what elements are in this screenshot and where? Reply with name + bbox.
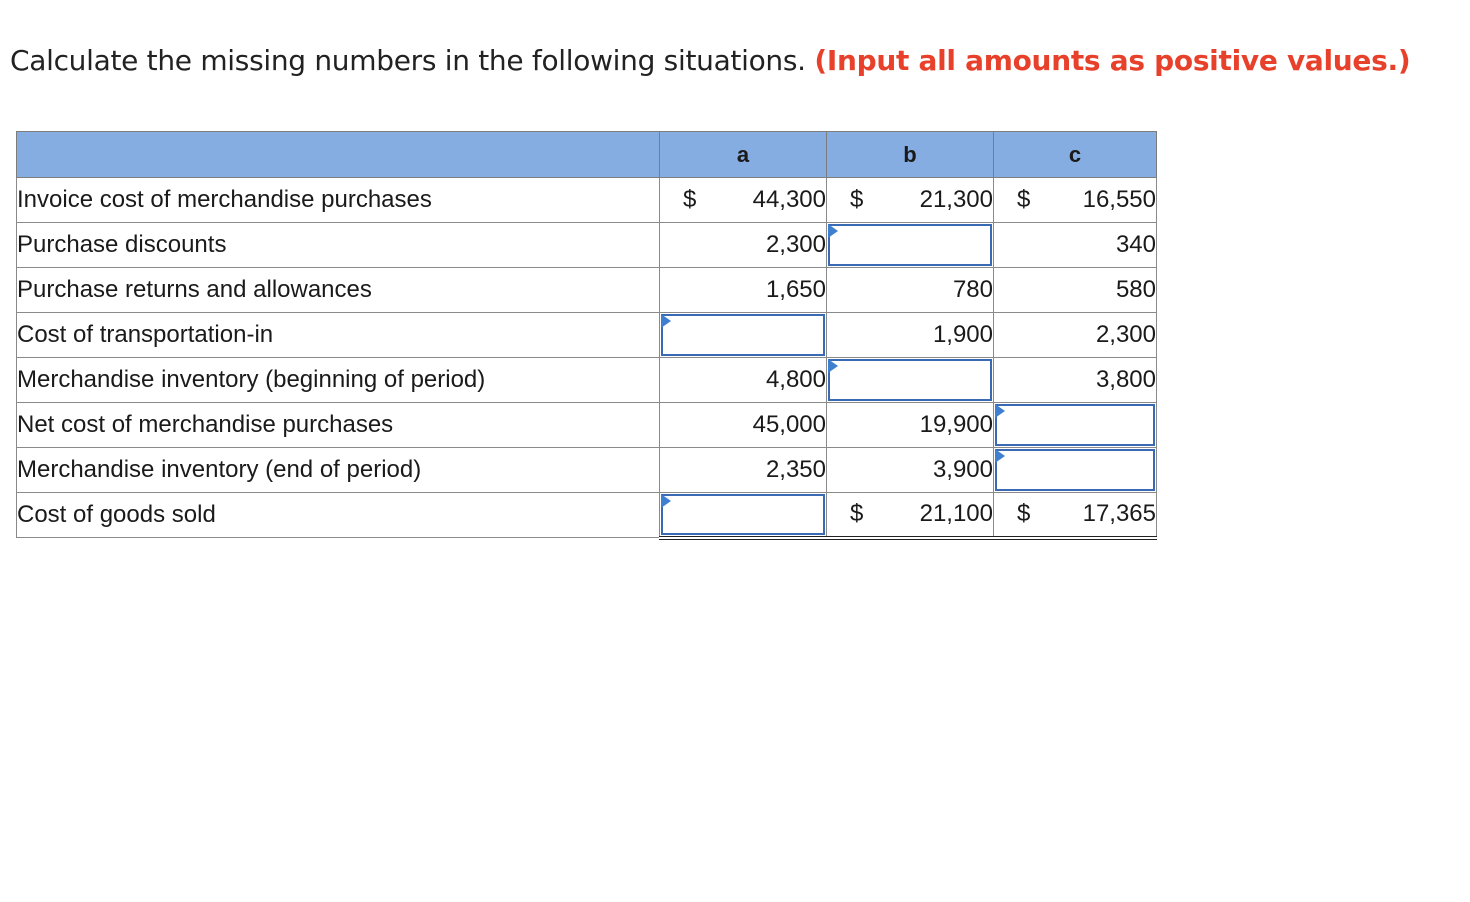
cell-a <box>660 448 827 493</box>
cell-a <box>660 403 827 448</box>
net-cost-purchases-c-input[interactable] <box>995 404 1155 446</box>
row-label: Net cost of merchandise purchases <box>17 403 660 448</box>
value-b: 21,100 <box>919 500 993 528</box>
cell-b <box>827 403 994 448</box>
column-header-a: a <box>660 132 827 178</box>
instructions-text: Calculate the missing numbers in the following situations. <box>10 44 806 77</box>
purchase-discounts-b-input[interactable] <box>828 224 992 266</box>
cell-c <box>994 223 1157 268</box>
table-row <box>17 268 1157 313</box>
table-row <box>17 313 1157 358</box>
beginning-inventory-b-input[interactable] <box>828 359 992 401</box>
cell-c <box>994 313 1157 358</box>
cell-c <box>994 448 1157 493</box>
value-b: 780 <box>952 276 993 303</box>
cell-b <box>827 223 994 268</box>
row-label: Invoice cost of merchandise purchases <box>17 178 660 223</box>
cell-b <box>827 448 994 493</box>
cost-of-goods-sold-a-input[interactable] <box>661 494 825 535</box>
value-b: 21,300 <box>919 186 993 213</box>
cell-a <box>660 313 827 358</box>
cell-a <box>660 493 827 538</box>
currency-symbol: $ <box>850 500 864 528</box>
currency-symbol: $ <box>1017 186 1031 213</box>
value-a: 2,350 <box>765 456 826 483</box>
row-label: Merchandise inventory (end of period) <box>17 448 660 493</box>
ending-inventory-c-input[interactable] <box>995 449 1155 491</box>
missing-numbers-table <box>16 131 1157 540</box>
cell-b <box>827 178 994 223</box>
instructions-emphasis: (Input all amounts as positive values.) <box>814 44 1411 77</box>
cell-a <box>660 268 827 313</box>
value-a: 2,300 <box>765 231 826 258</box>
table-header-row <box>17 132 1157 178</box>
currency-symbol: $ <box>850 186 864 213</box>
value-a: 45,000 <box>752 411 826 438</box>
value-b: 3,900 <box>932 456 993 483</box>
row-label: Purchase returns and allowances <box>17 268 660 313</box>
table-row <box>17 448 1157 493</box>
table-row <box>17 358 1157 403</box>
blue-triangle-flag-icon <box>828 359 838 373</box>
value-a: 1,650 <box>765 276 826 303</box>
value-b: 19,900 <box>919 411 993 438</box>
cell-b <box>827 493 994 538</box>
value-c: 2,300 <box>1095 321 1156 348</box>
blue-triangle-flag-icon <box>661 314 671 328</box>
cell-a <box>660 358 827 403</box>
blue-triangle-flag-icon <box>995 404 1005 418</box>
row-label: Purchase discounts <box>17 223 660 268</box>
value-a: 44,300 <box>752 186 826 213</box>
cell-c <box>994 403 1157 448</box>
table-row <box>17 223 1157 268</box>
row-label: Cost of goods sold <box>17 493 660 538</box>
cell-a <box>660 223 827 268</box>
cell-b <box>827 313 994 358</box>
cell-c <box>994 358 1157 403</box>
value-c: 340 <box>1115 231 1156 258</box>
value-b: 1,900 <box>932 321 993 348</box>
value-c: 17,365 <box>1082 500 1156 528</box>
cell-b <box>827 358 994 403</box>
row-label: Merchandise inventory (beginning of period) <box>17 358 660 403</box>
table-row <box>17 178 1157 223</box>
column-header-b: b <box>827 132 994 178</box>
blue-triangle-flag-icon <box>661 494 671 508</box>
cell-c <box>994 268 1157 313</box>
row-label: Cost of transportation-in <box>17 313 660 358</box>
currency-symbol: $ <box>683 186 697 213</box>
cell-b <box>827 268 994 313</box>
header-label-cell <box>17 132 660 178</box>
transportation-in-a-input[interactable] <box>661 314 825 356</box>
cell-c <box>994 178 1157 223</box>
value-c: 580 <box>1115 276 1156 303</box>
value-a: 4,800 <box>765 366 826 393</box>
blue-triangle-flag-icon <box>995 449 1005 463</box>
blue-triangle-flag-icon <box>828 224 838 238</box>
cell-a <box>660 178 827 223</box>
table-row <box>17 493 1157 538</box>
value-c: 3,800 <box>1095 366 1156 393</box>
currency-symbol: $ <box>1017 500 1031 528</box>
table-row <box>17 403 1157 448</box>
value-c: 16,550 <box>1082 186 1156 213</box>
cell-c <box>994 493 1157 538</box>
column-header-c: c <box>994 132 1157 178</box>
instructions <box>10 44 1410 77</box>
